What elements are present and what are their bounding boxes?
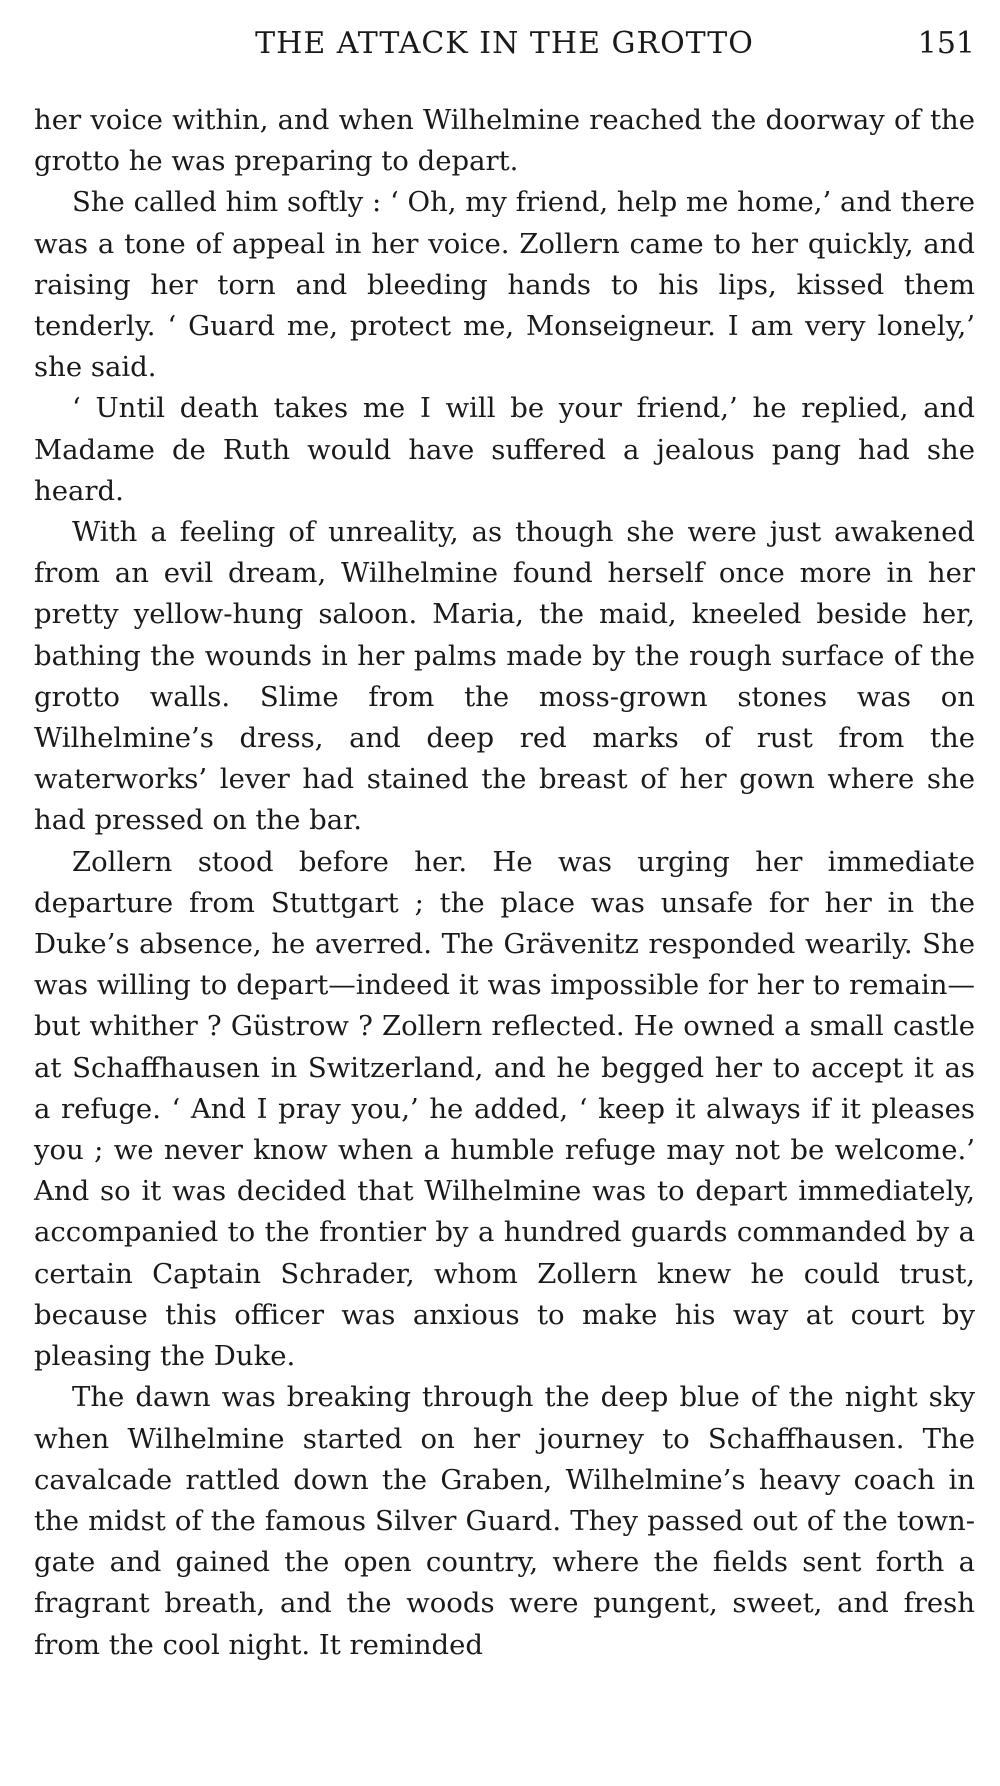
paragraph: She called him softly : ‘ Oh, my friend, help me home,’ and there was a tone of appeal in her voice. Zollern came to her quickly, and raising her torn and bleeding hands to his lips, kissed them tenderly. ‘ Guard me, protect me, Monseigneur. I am very lonely,’ she said. [34, 186, 975, 384]
paragraph: ‘ Until death takes me I will be your friend,’ he replied, and Madame de Ruth would have suffered a jealous pang had she heard. [34, 392, 975, 507]
paragraph: With a feeling of unreality, as though she were just awakened from an evil dream, Wilhelmine found herself once more in her pretty yellow-hung saloon. Maria, the maid, kneeled beside her, bathing the wounds in her palms made by the rough surface of the grotto walls. Slime from the moss-grown stones was on Wilhelmine’s dress, and deep red marks of rust from the waterworks’ lever had stained the breast of her gown where she had pressed on the bar. [34, 516, 975, 837]
page-number: 151 [917, 26, 975, 61]
running-title: THE ATTACK IN THE GROTTO [255, 26, 754, 61]
running-head [34, 24, 975, 64]
paragraph: Zollern stood before her. He was urging her immediate departure from Stuttgart ; the place was unsafe for her in the Duke’s absence, he averred. The Grävenitz responded wearily. She was willing to depart—indeed it was impossible for her to remain—but whither ? Güstrow ? Zollern reflected. He owned a small castle at Schaffhausen in Switzerland, and he begged her to accept it as a refuge. ‘ And I pray you,’ he added, ‘ keep it always if it pleases you ; we never know when a humble refuge may not be welcome.’ And so it was decided that Wilhelmine was to depart immediately, accompanied to the frontier by a hundred guards commanded by a certain Captain Schrader, whom Zollern knew he could trust, because this officer was anxious to make his way at court by pleasing the Duke. [34, 845, 975, 1373]
body-text [34, 100, 975, 1666]
paragraph-continued: her voice within, and when Wilhelmine reached the doorway of the grotto he was preparing to depart. [34, 104, 975, 178]
paragraph: The dawn was breaking through the deep blue of the night sky when Wilhelmine started on her journey to Schaffhausen. The cavalcade rattled down the Graben, Wilhelmine’s heavy coach in the midst of the famous Silver Guard. They passed out of the town-gate and gained the open country, where the fields sent forth a fragrant breath, and the woods were pungent, sweet, and fresh from the cool night. It reminded [34, 1381, 975, 1661]
